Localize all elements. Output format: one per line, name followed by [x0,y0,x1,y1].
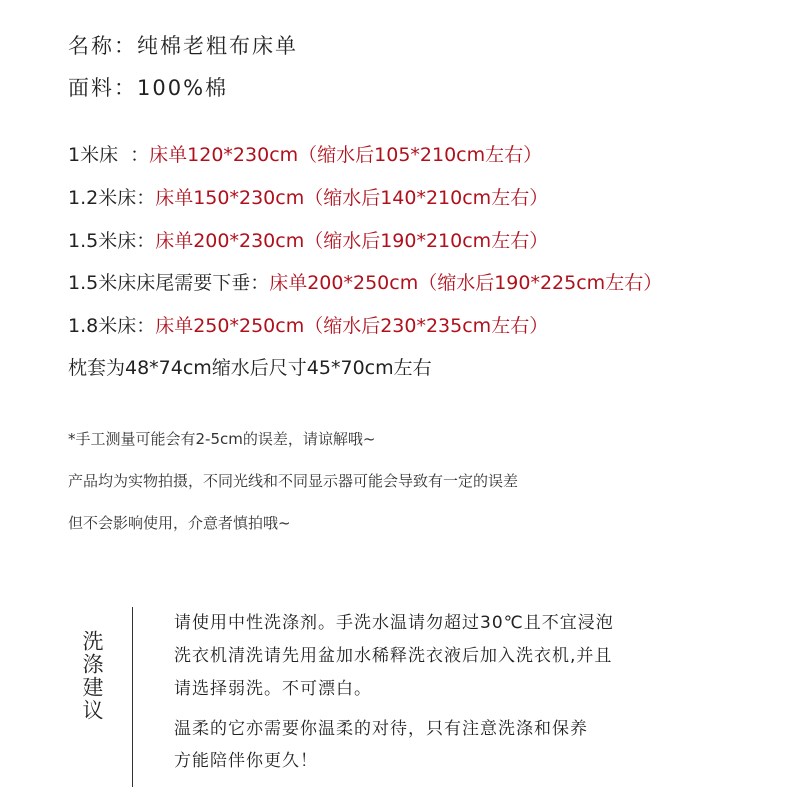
size-spec: 床单120*230cm（缩水后105*210cm左右） [149,144,543,166]
size-row [68,183,548,210]
size-label: 1.5米床床尾需要下垂： [68,272,270,294]
size-row [68,268,662,295]
product-fabric: 面料：100%棉 [68,76,229,100]
size-spec: 床单150*230cm（缩水后140*210cm左右） [155,187,549,209]
care-line: 请使用中性洗涤剂。手洗水温请勿超过30℃且不宜浸泡 [174,613,614,633]
size-spec: 床单200*250cm（缩水后190*225cm左右） [269,272,663,294]
note-measure: *手工测量可能会有2-5cm的误差，请谅解哦~ [68,430,376,448]
size-spec: 床单250*250cm（缩水后230*235cm左右） [155,315,549,337]
size-label: 1米床 ： [68,144,150,166]
note-photo: 产品均为实物拍摄，不同光线和不同显示器可能会导致有一定的误差 [68,472,519,490]
care-line: 温柔的它亦需要你温柔的对待，只有注意洗涤和保养 [174,719,588,739]
product-name: 名称：纯棉老粗布床单 [68,34,298,58]
size-label: 1.8米床： [68,315,156,337]
care-line: 洗衣机清洗请先用盆加水稀释洗衣液后加入洗衣机,并且 [174,646,613,666]
note-usage: 但不会影响使用，介意者慎拍哦~ [68,514,291,532]
size-row [68,226,548,253]
pillow-size: 枕套为48*74cm缩水后尺寸45*70cm左右 [68,357,432,379]
care-title: 洗涤建议 [80,630,104,722]
care-line: 请选择弱洗。不可漂白。 [174,679,372,699]
care-line: 方能陪伴你更久！ [174,751,318,771]
size-label: 1.5米床： [68,230,156,252]
size-row [68,140,542,167]
care-divider [132,607,133,787]
size-label: 1.2米床： [68,187,156,209]
size-row [68,311,548,338]
size-spec: 床单200*230cm（缩水后190*210cm左右） [155,230,549,252]
